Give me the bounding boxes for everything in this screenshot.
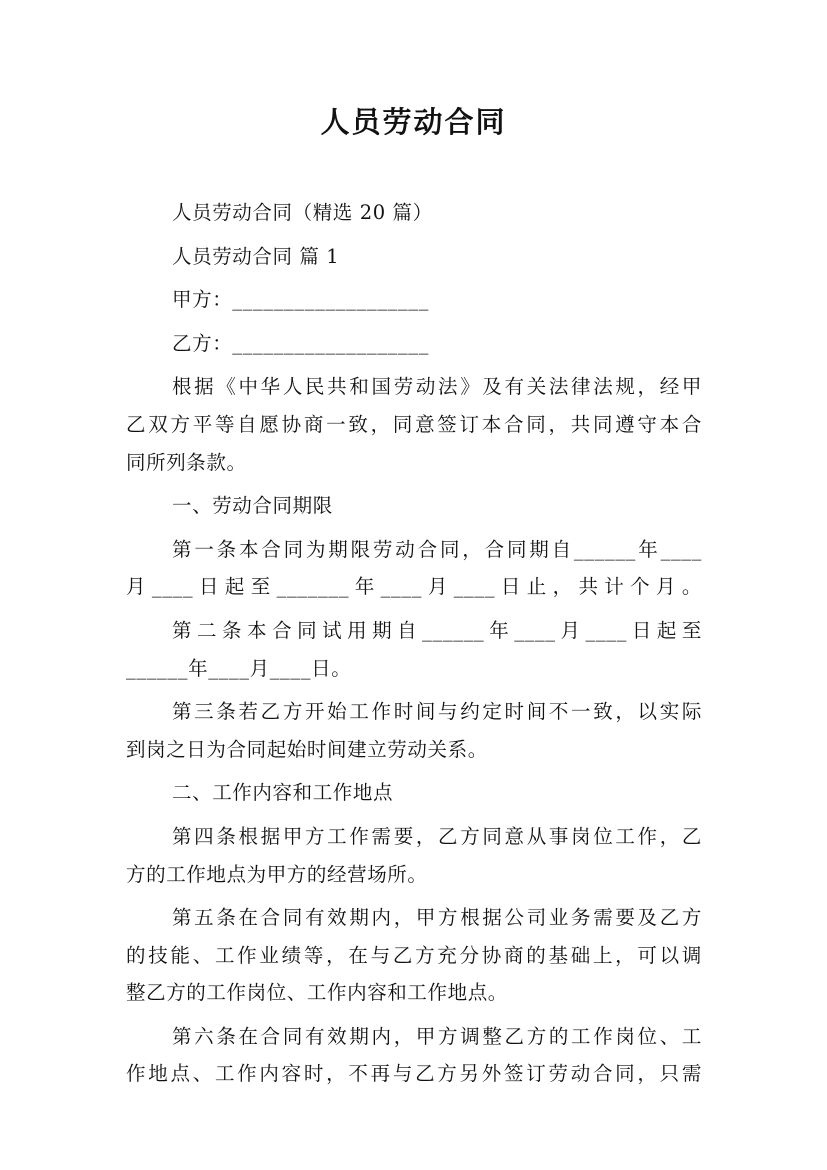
paragraph-line: 第四条根据甲方工作需要，乙方同意从事岗位工作，乙 (172, 824, 702, 848)
party-a-line: 甲方：___________________ (172, 288, 429, 312)
paragraph-line: 月____日起至_______年____月____日止，共计个月。 (126, 575, 702, 599)
party-b-line: 乙方：___________________ (172, 331, 429, 355)
paragraph-line: 第一条本合同为期限劳动合同，合同期自______年____ (172, 537, 702, 561)
paragraph-line: 根据《中华人民共和国劳动法》及有关法律法规，经甲 (172, 375, 702, 399)
section-heading: 一、劳动合同期限 (172, 494, 333, 518)
paragraph-line: 同所列条款。 (126, 450, 247, 474)
paragraph-line: 第六条在合同有效期内，甲方调整乙方的工作岗位、工 (172, 1024, 702, 1048)
paragraph-line: 第五条在合同有效期内，甲方根据公司业务需要及乙方 (172, 906, 702, 930)
document-body (126, 194, 702, 1093)
paragraph-line: 第三条若乙方开始工作时间与约定时间不一致，以实际 (172, 700, 702, 724)
document-title: 人员劳动合同 (320, 105, 507, 139)
paragraph-line: ______年____月____日。 (126, 656, 352, 680)
paragraph-line: 方的工作地点为甲方的经营场所。 (126, 862, 428, 886)
paragraph-line: 乙双方平等自愿协商一致，同意签订本合同，共同遵守本合 (126, 412, 702, 436)
section-heading: 二、工作内容和工作地点 (172, 781, 394, 805)
heading-line: 人员劳动合同（精选 20 篇） (172, 201, 433, 224)
paragraph-line: 整乙方的工作岗位、工作内容和工作地点。 (126, 981, 508, 1005)
paragraph-line: 到岗之日为合同起始时间建立劳动关系。 (126, 737, 488, 761)
heading-line: 人员劳动合同 篇 1 (172, 244, 340, 268)
paragraph-line: 作地点、工作内容时，不再与乙方另外签订劳动合同，只需 (126, 1062, 702, 1086)
paragraph-line: 第二条本合同试用期自______年____月____日起至 (172, 618, 702, 642)
paragraph-line: 的技能、工作业绩等，在与乙方充分协商的基础上，可以调 (126, 943, 702, 967)
